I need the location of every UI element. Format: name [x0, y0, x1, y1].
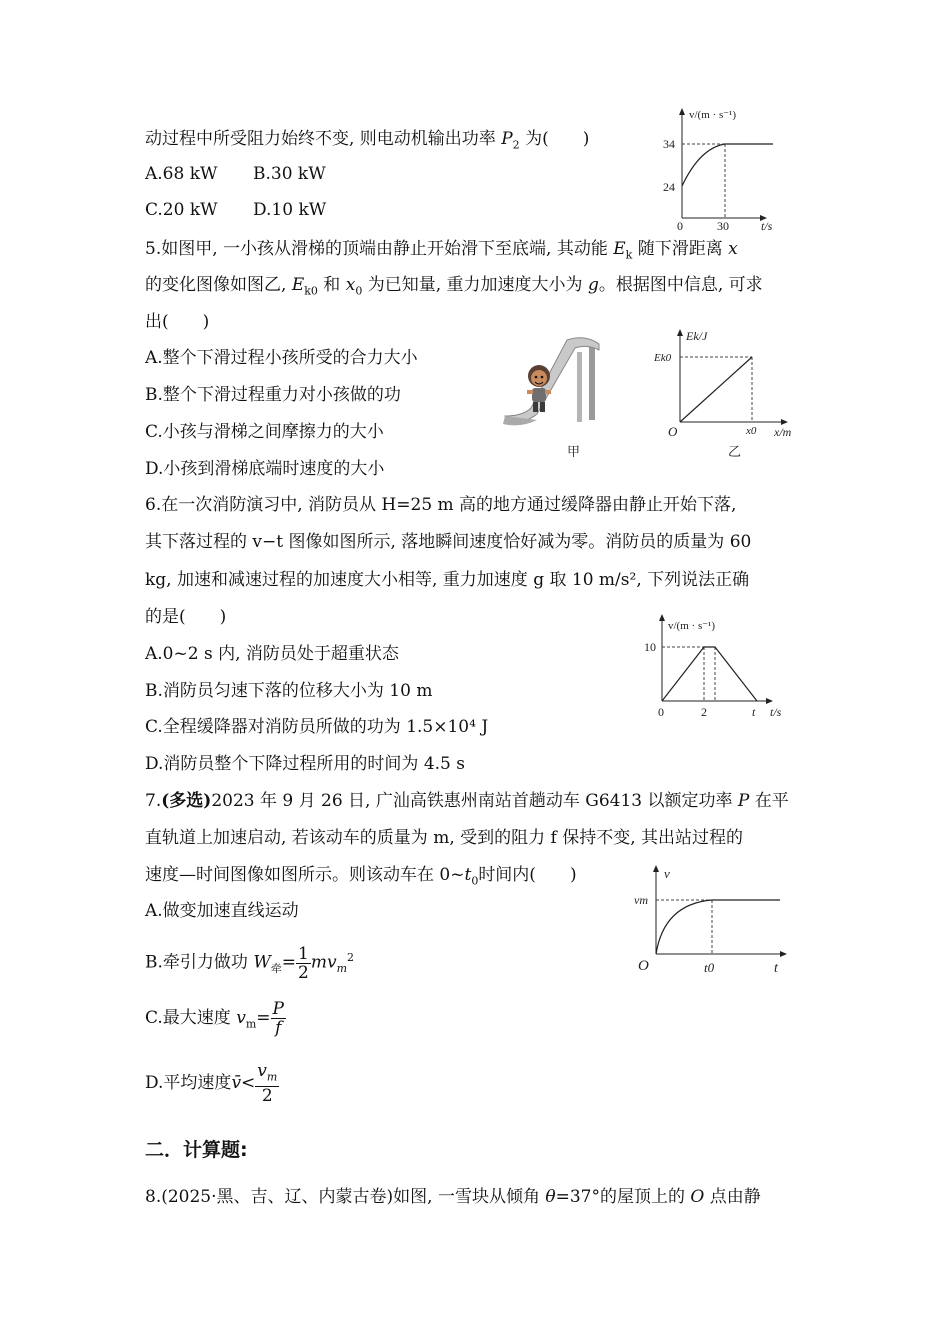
q4-stem-tail: 动过程中所受阻力始终不变, 则电动机输出功率 $P_2$ 为( ): [145, 129, 590, 152]
q6-x-tick-0: 0: [658, 705, 664, 719]
section-title-calculation: 二．计算题:: [145, 1139, 248, 1161]
q6-y-tick-10: 10: [644, 640, 656, 654]
q7-option-b[interactable]: B.牵引力做功 $W_牵=$ $\frac{1}{2}$ $mv_m^2$: [145, 943, 355, 983]
q7-x-tick-t0: t0: [704, 960, 715, 975]
q7-option-d[interactable]: D.平均速度v̄< $\frac{v_m}{2}$: [145, 1061, 278, 1107]
q6-y-axis-label: v/(m · s⁻¹): [668, 620, 715, 632]
q7-vt-graph: [630, 858, 800, 982]
q5-x-axis-label: x/m: [774, 425, 792, 439]
q5-ek-line: [680, 357, 752, 422]
q6-stem-line3: kg, 加速和减速过程的加速度大小相等, 重力加速度 g 取 10 m/s², 下列说法正确: [145, 570, 750, 590]
q7-velocity-curve: [656, 900, 780, 954]
q7-multi-select-tag: (多选): [161, 791, 212, 811]
q6-option-c[interactable]: C.全程缓降器对消防员所做的功为 1.5×10⁴ J: [145, 717, 489, 737]
q5-option-d[interactable]: D.小孩到滑梯底端时速度的大小: [145, 459, 385, 479]
q6-option-a[interactable]: A.0~2 s 内, 消防员处于超重状态: [145, 644, 399, 664]
q6-vt-graph: [640, 607, 800, 725]
q4-x-tick-0: 0: [677, 219, 683, 233]
q5-stem-line1: 5.如图甲, 一小孩从滑梯的顶端由静止开始滑下至底端, 其动能 $E_k$ 随下滑距离 x: [145, 239, 738, 262]
q5-x-tick-x0: x0: [746, 425, 757, 437]
q4-vt-graph: [655, 100, 795, 235]
q4-y-tick-24: 24: [663, 180, 675, 194]
q7-y-tick-vm: vm: [634, 893, 648, 907]
q4-option-c[interactable]: C.20 kW: [145, 200, 218, 220]
q5-option-c[interactable]: C.小孩与滑梯之间摩擦力的大小: [145, 422, 384, 442]
q7-x-axis-label: t: [774, 961, 778, 976]
q5-option-a[interactable]: A.整个下滑过程小孩所受的合力大小: [145, 348, 418, 368]
q7-option-a[interactable]: A.做变加速直线运动: [145, 901, 299, 921]
q7-option-c[interactable]: C.最大速度 $v_m=$ $\frac{P}{f}$: [145, 999, 284, 1038]
q5-ek-x-graph: [650, 322, 810, 464]
q7-stem-line2: 直轨道上加速启动, 若该动车的质量为 m, 受到的阻力 f 保持不变, 其出站过程的: [145, 828, 744, 848]
q5-stem-line3: 出( ): [145, 312, 210, 332]
q5-fig-jia-caption: 甲: [567, 444, 581, 459]
q7-stem-line3: 速度—时间图像如图所示。则该动车在 $0\sim t_0$时间内( ): [145, 865, 577, 888]
q4-y-axis-label: v/(m · s⁻¹): [689, 109, 736, 121]
q5-y-tick-ek0: Ek0: [654, 352, 672, 364]
q6-stem-line1: 6.在一次消防演习中, 消防员从 H=25 m 高的地方通过缓降器由静止开始下落,: [145, 495, 737, 515]
q4-x-tick-30: 30: [717, 219, 729, 233]
q6-velocity-line: [662, 647, 757, 701]
q6-x-tick-2: 2: [701, 705, 707, 719]
q6-x-axis-label: t/s: [770, 705, 782, 719]
q6-option-d[interactable]: D.消防员整个下降过程所用的时间为 4.5 s: [145, 754, 465, 774]
q6-stem-line2: 其下落过程的 v−t 图像如图所示, 落地瞬间速度恰好减为零。消防员的质量为 60: [145, 532, 752, 552]
q4-option-b[interactable]: B.30 kW: [253, 164, 326, 184]
q5-slide-illustration: [497, 332, 617, 462]
q6-x-tick-t: t: [752, 705, 756, 719]
q4-y-tick-34: 34: [663, 137, 675, 151]
q8-stem-line1: 8.(2025·黑、吉、辽、内蒙古卷)如图, 一雪块从倾角 θ=37°的屋顶上的 O 点由静: [145, 1187, 761, 1207]
q7-origin: O: [638, 958, 649, 974]
q5-stem-line2: 的变化图像如图乙, $E_{k0}$ 和 $x_0$ 为已知量, 重力加速度大小为 g。根据图中信息, 可求: [145, 275, 763, 298]
q7-y-axis-label: v: [664, 866, 670, 881]
q5-option-b[interactable]: B.整个下滑过程重力对小孩做的功: [145, 385, 401, 405]
q6-stem-line4: 的是( ): [145, 607, 227, 627]
q4-option-d[interactable]: D.10 kW: [253, 200, 327, 220]
q7-stem-line1: 7.(多选)2023 年 9 月 26 日, 广汕高铁惠州南站首趟动车 G6413 以额定功率 P 在平: [145, 791, 789, 811]
q5-origin: O: [668, 424, 678, 439]
q5-y-axis-label: Ek/J: [686, 329, 708, 343]
q5-fig-yi-caption: 乙: [728, 444, 742, 459]
q6-option-b[interactable]: B.消防员匀速下落的位移大小为 10 m: [145, 681, 433, 701]
q4-velocity-curve: [682, 144, 773, 186]
q4-x-axis-label: t/s: [761, 219, 773, 233]
q4-option-a[interactable]: A.68 kW: [145, 164, 218, 184]
